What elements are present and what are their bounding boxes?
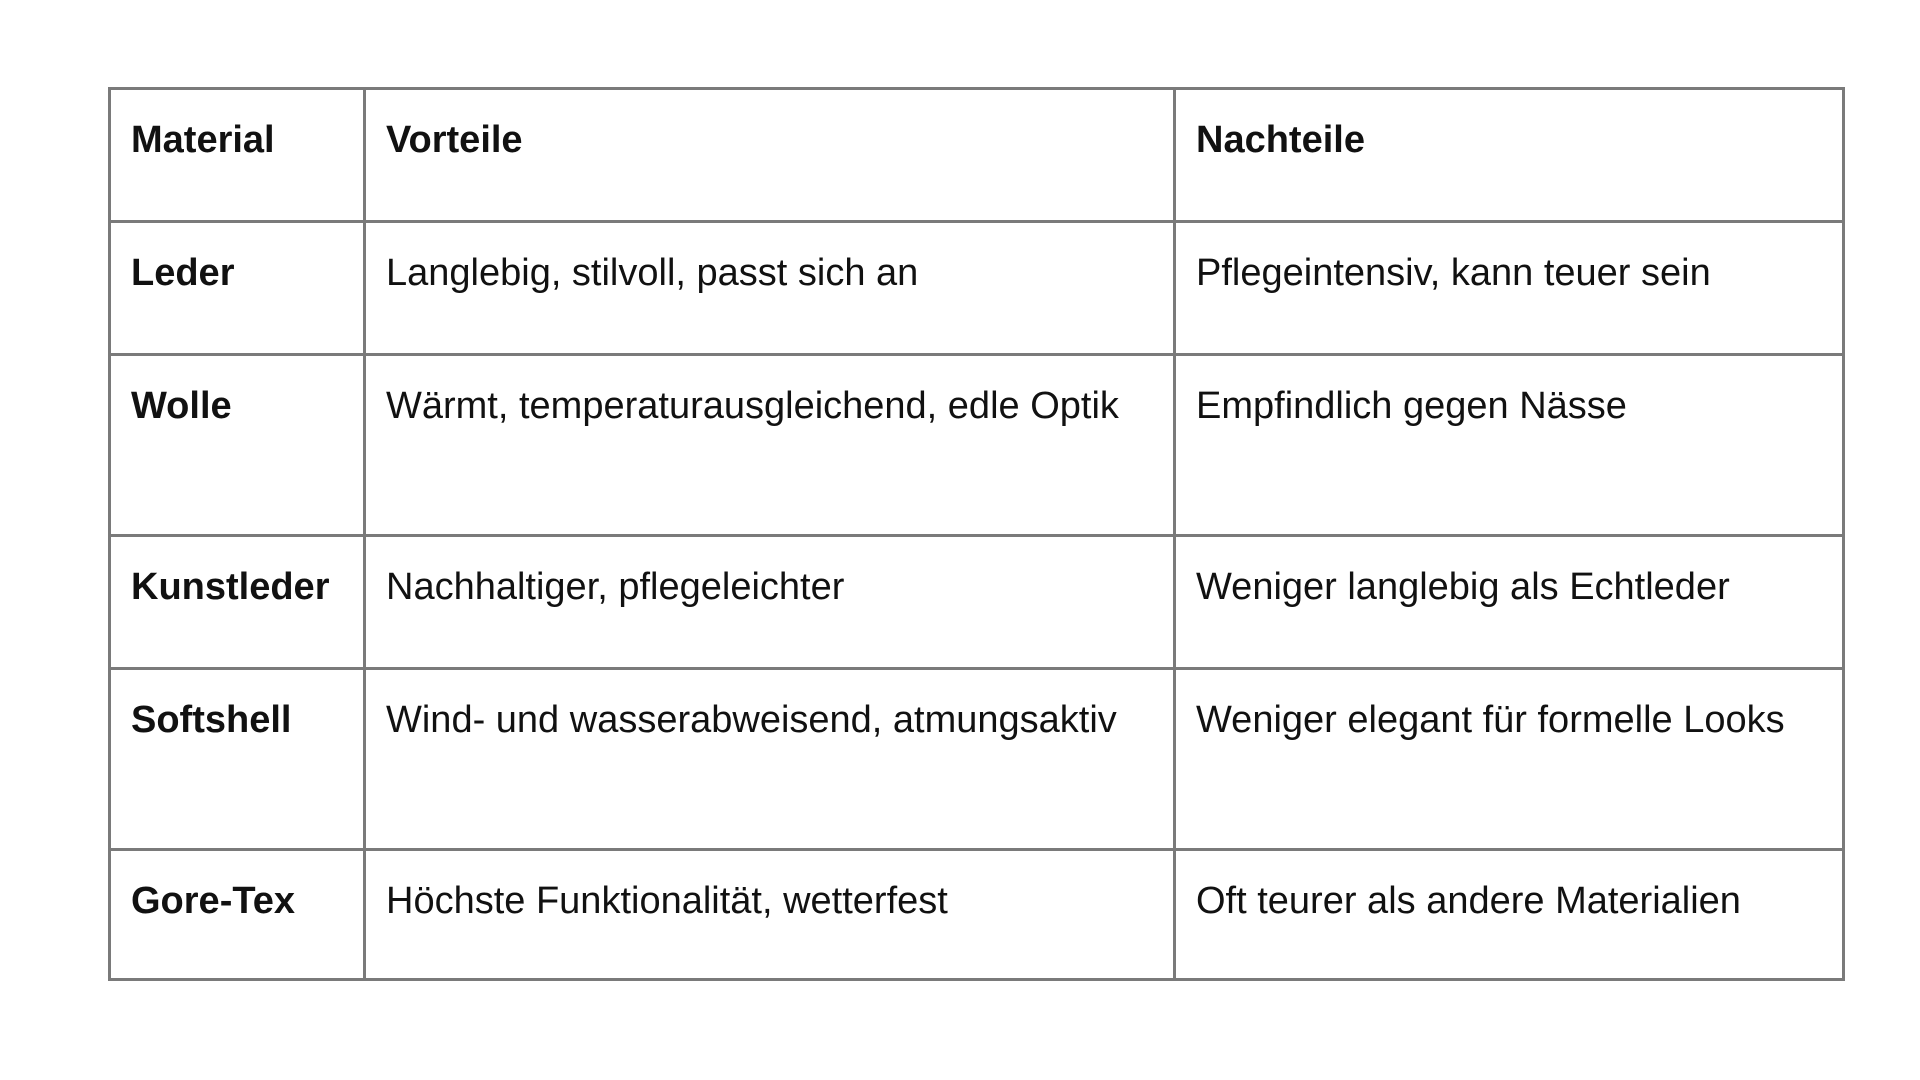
cell-vorteile: Wind- und wasserabweisend, atmungsaktiv xyxy=(365,669,1175,850)
table-row xyxy=(110,355,1844,536)
cell-vorteile: Höchste Funktionalität, wetterfest xyxy=(365,850,1175,980)
cell-nachteile: Weniger elegant für formelle Looks xyxy=(1175,669,1844,850)
cell-material: Softshell xyxy=(110,669,365,850)
cell-vorteile: Nachhaltiger, pflegeleichter xyxy=(365,536,1175,669)
header-material: Material xyxy=(110,89,365,222)
table-row xyxy=(110,222,1844,355)
table-header-row xyxy=(110,89,1844,222)
cell-vorteile: Langlebig, stilvoll, passt sich an xyxy=(365,222,1175,355)
header-vorteile: Vorteile xyxy=(365,89,1175,222)
table-row xyxy=(110,536,1844,669)
cell-vorteile: Wärmt, temperaturausgleichend, edle Optik xyxy=(365,355,1175,536)
cell-material: Kunstleder xyxy=(110,536,365,669)
cell-nachteile: Weniger langlebig als Echtleder xyxy=(1175,536,1844,669)
cell-nachteile: Pflegeintensiv, kann teuer sein xyxy=(1175,222,1844,355)
cell-material: Wolle xyxy=(110,355,365,536)
cell-nachteile: Oft teurer als andere Materialien xyxy=(1175,850,1844,980)
table-row xyxy=(110,850,1844,980)
cell-material: Gore-Tex xyxy=(110,850,365,980)
header-nachteile: Nachteile xyxy=(1175,89,1844,222)
materials-comparison-table xyxy=(108,87,1845,981)
cell-nachteile: Empfindlich gegen Nässe xyxy=(1175,355,1844,536)
table-row xyxy=(110,669,1844,850)
cell-material: Leder xyxy=(110,222,365,355)
